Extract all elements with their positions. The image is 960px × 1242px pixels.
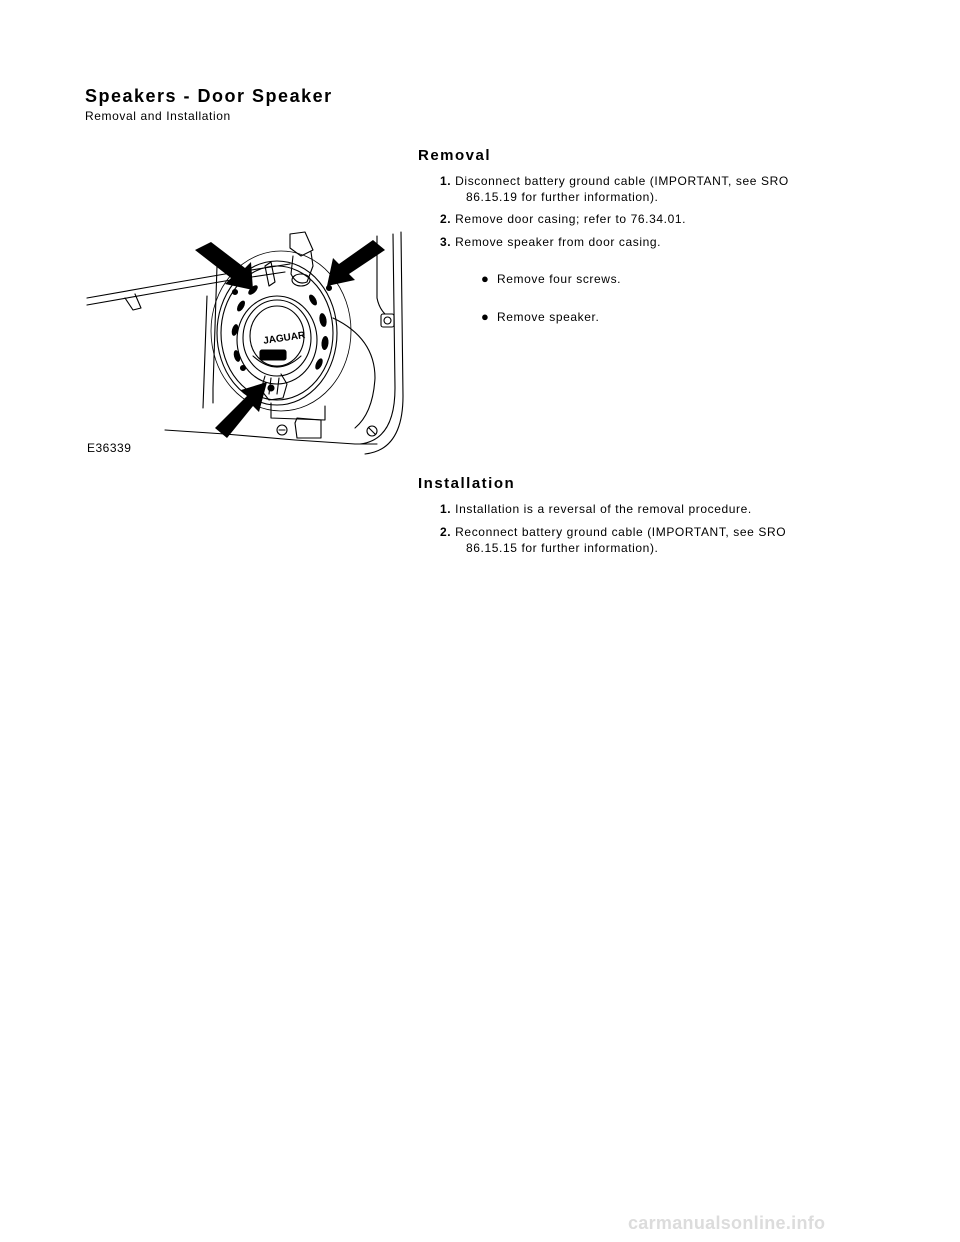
removal-bullet-1 (481, 271, 621, 286)
step-text: Disconnect battery ground cable (IMPORTANT, see SRO (455, 174, 789, 188)
removal-heading: Removal (418, 147, 492, 164)
removal-step-3 (440, 234, 840, 250)
page-title: Speakers - Door Speaker (85, 86, 333, 106)
bullet-text: Remove speaker. (497, 310, 600, 324)
removal-step-1 (440, 173, 840, 205)
arrow-upper-left (195, 242, 253, 290)
bullet-text: Remove four screws. (497, 272, 622, 286)
step-number: 3. (440, 235, 452, 249)
removal-bullet-2 (481, 309, 599, 324)
step-text: Reconnect battery ground cable (IMPORTANT, see SRO (455, 525, 787, 539)
step-text-continued: 86.15.15 for further information). (466, 541, 659, 555)
step-number: 2. (440, 525, 452, 539)
installation-step-2 (440, 524, 840, 556)
installation-heading: Installation (418, 475, 516, 492)
page-subtitle: Removal and Installation (85, 109, 231, 123)
step-text: Remove door casing; refer to 76.34.01. (455, 212, 687, 226)
step-text: Installation is a reversal of the removal procedure. (455, 502, 752, 516)
bullet-icon: ● (481, 309, 490, 324)
speaker-logo-text: JAGUAR (262, 330, 306, 347)
step-text: Remove speaker from door casing. (455, 235, 662, 249)
bullet-icon: ● (481, 271, 490, 286)
door-speaker-illustration (85, 228, 410, 460)
arrow-upper-right (327, 240, 385, 286)
installation-step-1 (440, 501, 840, 517)
removal-step-2 (440, 211, 840, 227)
step-number: 1. (440, 174, 452, 188)
figure-label: E36339 (87, 441, 132, 455)
step-text-continued: 86.15.19 for further information). (466, 190, 659, 204)
watermark: carmanualsonline.info (628, 1213, 826, 1233)
step-number: 1. (440, 502, 452, 516)
step-number: 2. (440, 212, 452, 226)
